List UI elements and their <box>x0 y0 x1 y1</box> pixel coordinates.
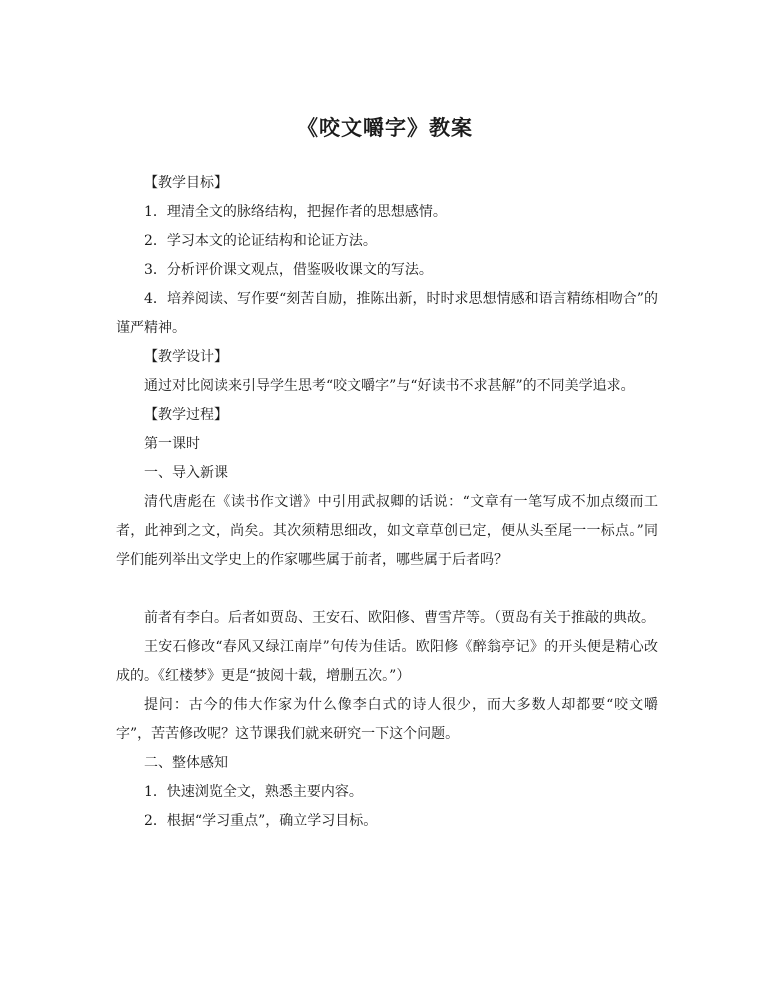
document-title: 《咬文嚼字》教案 <box>297 115 473 140</box>
objective-item-3: 3．分析评价课文观点，借鉴吸收课文的写法。 <box>144 262 433 278</box>
design-paragraph: 通过对比阅读来引导学生思考“咬文嚼字”与“好读书不求甚解”的不同美学追求。 <box>144 378 635 394</box>
objective-item-4: 4．培养阅读、写作要“刻苦自励，推陈出新，时时求思想情感和语言精练相吻合”的谨严精神。 <box>116 291 658 336</box>
answer-paragraph-2: 王安石修改“春风又绿江南岸”句传为佳话。欧阳修《醉翁亭记》的开头便是精心改成的。《红楼梦》更是“披阅十载，增删五次。”） <box>116 639 658 684</box>
lesson-one-heading: 第一课时 <box>144 436 200 452</box>
objective-item-2: 2．学习本文的论证结构和论证方法。 <box>144 233 377 249</box>
overview-item-2: 2．根据“学习重点”，确立学习目标。 <box>144 813 378 829</box>
part-one-heading: 一、导入新课 <box>144 465 228 481</box>
part-two-heading: 二、整体感知 <box>144 755 228 771</box>
section-heading-design: 【教学设计】 <box>144 349 228 365</box>
question-paragraph: 提问：古今的伟大作家为什么像李白式的诗人很少，而大多数人却都要“咬文嚼字”，苦苦修改呢？这节课我们就来研究一下这个问题。 <box>116 697 658 742</box>
section-heading-objectives: 【教学目标】 <box>144 175 228 191</box>
answer-paragraph-1: 前者有李白。后者如贾岛、王安石、欧阳修、曹雪芹等。（贾岛有关于推敲的典故。 <box>144 610 655 626</box>
section-heading-process: 【教学过程】 <box>144 407 228 423</box>
overview-item-1: 1．快速浏览全文，熟悉主要内容。 <box>144 784 363 800</box>
intro-paragraph: 清代唐彪在《读书作文谱》中引用武叔卿的话说：“文章有一笔写成不加点缀而工者，此神到之文，尚矣。其次须精思细改，如文章草创已定，便从头至尾一一标点。”同学们能列举出文学史上的作家哪些属于前者，哪些属于后者吗？ <box>116 494 658 568</box>
objective-item-1: 1．理清全文的脉络结构，把握作者的思想感情。 <box>144 204 447 220</box>
blank-line <box>116 575 658 604</box>
document-body <box>116 169 658 836</box>
